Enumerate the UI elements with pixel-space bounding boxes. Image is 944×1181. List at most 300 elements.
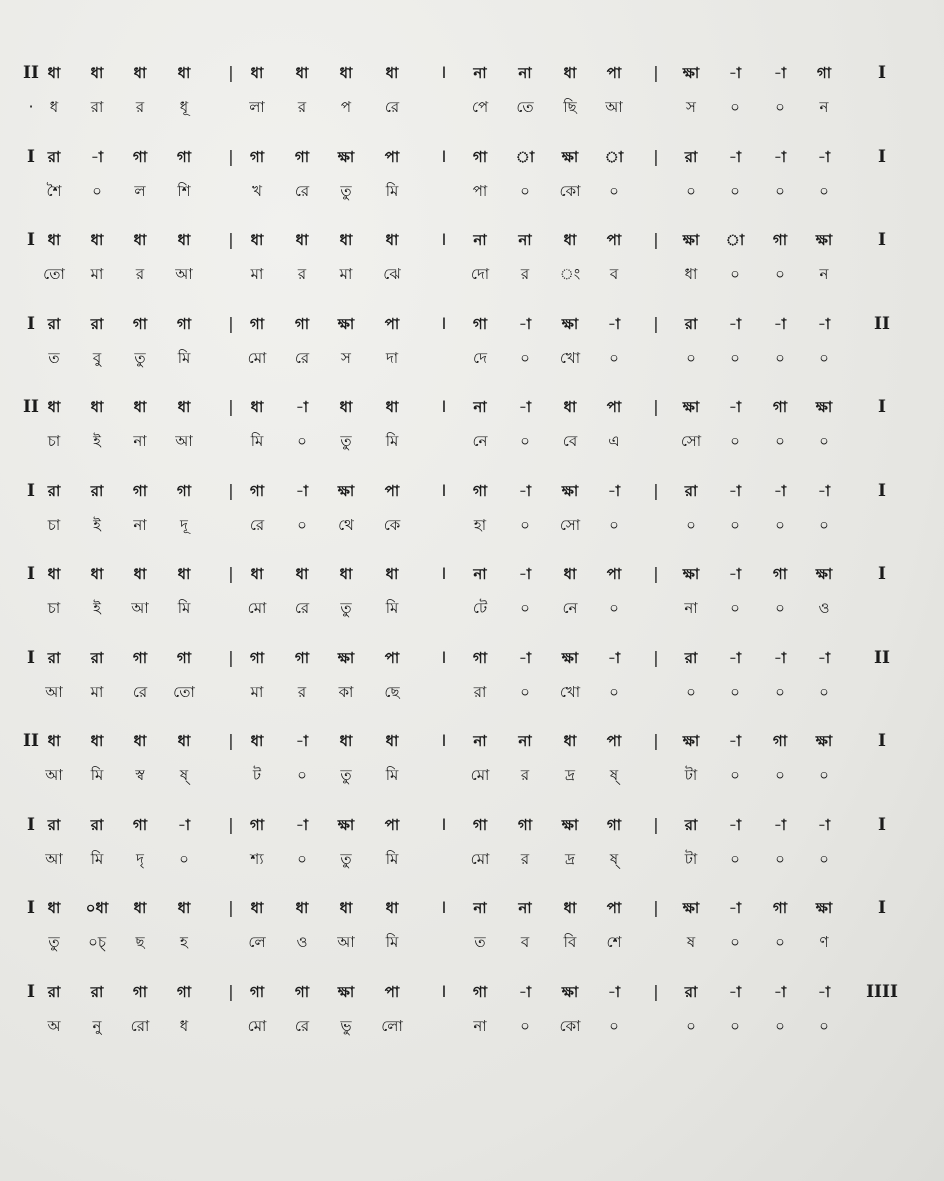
swar-note: ধা (47, 732, 61, 750)
swar-note: -া (518, 315, 532, 333)
swar-note: ধা (385, 231, 399, 249)
swar-note: -া (773, 148, 787, 166)
lyric-syllable: তু (340, 182, 352, 200)
swar-note: ধা (563, 732, 577, 750)
swar-note: ক্ষা (561, 649, 579, 667)
lyric-syllable: কা (338, 683, 354, 701)
lyric-syllable: ০ (730, 933, 740, 951)
swar-note: ধা (563, 398, 577, 416)
bar-divider: I (441, 648, 447, 667)
start-bar-marker: II (23, 731, 39, 751)
swar-note: ধা (295, 565, 309, 583)
swar-note: গা (472, 482, 488, 500)
swar-note: না (473, 398, 487, 416)
lyric-syllable: স (341, 349, 351, 367)
end-bar-marker: I (878, 147, 886, 167)
swar-note: গা (772, 732, 788, 750)
lyric-syllable: ০ (775, 349, 785, 367)
swar-note: ক্ষা (815, 899, 833, 917)
lyric-syllable: ০ (686, 182, 696, 200)
swar-row (0, 977, 944, 1007)
swar-note: রা (684, 482, 698, 500)
lyric-syllable: নু (92, 1017, 102, 1035)
swar-note: -া (728, 315, 742, 333)
lyric-syllable: ০ (819, 1017, 829, 1035)
swar-note: গা (472, 816, 488, 834)
start-bar-marker: II (23, 63, 39, 83)
lyric-syllable: ০ (775, 933, 785, 951)
bar-divider: | (653, 230, 659, 249)
end-bar-marker: I (878, 481, 886, 501)
swar-note: ধা (339, 398, 353, 416)
swar-note: রা (90, 816, 104, 834)
bar-divider: | (228, 147, 234, 166)
swar-note: ধা (133, 231, 147, 249)
swar-note: -া (295, 482, 309, 500)
lyric-syllable: দে (473, 349, 487, 367)
lyric-syllable: বে (562, 432, 578, 450)
swar-note: -া (817, 315, 831, 333)
lyric-syllable: র (297, 683, 307, 701)
swar-note: না (473, 64, 487, 82)
lyric-syllable: ০ (609, 349, 619, 367)
lyric-syllable: রা (473, 683, 487, 701)
swar-note: ধা (90, 565, 104, 583)
lyric-syllable: লা (249, 98, 265, 116)
swar-note: গা (249, 315, 265, 333)
lyric-syllable: ০ (819, 766, 829, 784)
swar-note: ধা (563, 899, 577, 917)
lyric-syllable: ই (93, 599, 101, 617)
lyric-syllable: র (297, 98, 307, 116)
swar-note: গা (176, 482, 192, 500)
swar-note: ধা (177, 64, 191, 82)
lyric-syllable: ০ (609, 683, 619, 701)
swar-note: গা (132, 983, 148, 1001)
swar-note: -া (773, 816, 787, 834)
lyric-syllable: ল (134, 182, 146, 200)
swar-note: -া (817, 983, 831, 1001)
notation-line (0, 225, 944, 309)
swar-note: পা (606, 398, 622, 416)
lyric-syllable: কো (559, 1017, 581, 1035)
lyric-syllable: আ (45, 850, 63, 868)
lyric-syllable: মো (247, 599, 267, 617)
swar-note: -া (773, 315, 787, 333)
bar-divider: I (441, 898, 447, 917)
swar-note: -া (518, 398, 532, 416)
bar-divider: I (441, 564, 447, 583)
swar-note: ধা (177, 398, 191, 416)
lyric-syllable: শে (606, 933, 622, 951)
swar-note: -া (728, 565, 742, 583)
swar-note: রা (684, 816, 698, 834)
lyric-syllable: দ্র (565, 850, 575, 868)
swar-row (0, 58, 944, 88)
swar-note: ০ধা (85, 899, 109, 917)
lyric-syllable: ব (520, 933, 530, 951)
swar-note: ধা (563, 231, 577, 249)
lyric-syllable: ই (93, 432, 101, 450)
lyric-syllable: আ (175, 265, 193, 283)
swar-note: ধা (295, 231, 309, 249)
lyric-syllable: ০ (819, 683, 829, 701)
lyric-syllable: চা (47, 432, 61, 450)
lyric-row (0, 176, 944, 206)
lyric-syllable: শ্য (250, 850, 264, 868)
swar-note: না (473, 732, 487, 750)
lyric-syllable: ০ (730, 182, 740, 200)
lyric-syllable: রে (384, 98, 400, 116)
lyric-row (0, 426, 944, 456)
lyric-row (0, 92, 944, 122)
swar-row (0, 142, 944, 172)
lyric-syllable: মি (385, 850, 399, 868)
lyric-syllable: নে (472, 432, 488, 450)
lyric-syllable: ০ (819, 182, 829, 200)
swar-note: ধা (177, 899, 191, 917)
lyric-syllable: ও (818, 599, 830, 617)
lyric-syllable: দৃ (136, 850, 144, 868)
swar-note: -া (728, 816, 742, 834)
lyric-syllable: ০ (520, 599, 530, 617)
swar-note: -া (295, 398, 309, 416)
swar-note: -া (728, 398, 742, 416)
lyric-syllable: ০ (775, 432, 785, 450)
swar-note: গা (249, 482, 265, 500)
lyric-row (0, 760, 944, 790)
lyric-syllable: রে (249, 516, 265, 534)
swar-note: -া (817, 482, 831, 500)
start-bar-marker: I (27, 815, 35, 835)
lyric-syllable: মি (177, 349, 191, 367)
lyric-syllable: ন (819, 265, 829, 283)
bar-divider: | (228, 481, 234, 500)
lyric-row (0, 343, 944, 373)
lyric-syllable: চা (47, 516, 61, 534)
lyric-syllable: তু (134, 349, 146, 367)
swar-note: ক্ষা (337, 148, 355, 166)
lyric-syllable: ০ (686, 1017, 696, 1035)
lyric-syllable: টা (684, 766, 698, 784)
swar-note: গা (249, 816, 265, 834)
lyric-syllable: ০ (609, 516, 619, 534)
bar-divider: | (228, 648, 234, 667)
swar-note: গা (132, 482, 148, 500)
start-bar-marker: I (27, 481, 35, 501)
swar-note: ধা (385, 64, 399, 82)
swar-note: ক্ষা (337, 482, 355, 500)
bar-divider: | (653, 397, 659, 416)
lyric-syllable: রে (294, 599, 310, 617)
lyric-syllable: র (520, 850, 530, 868)
swar-note: -া (518, 649, 532, 667)
swar-note: গা (132, 649, 148, 667)
swar-note: ধা (250, 732, 264, 750)
lyric-syllable: ষ (686, 933, 696, 951)
swar-note: -া (607, 649, 621, 667)
swar-row (0, 225, 944, 255)
bar-divider: | (653, 63, 659, 82)
swar-note: -া (728, 732, 742, 750)
lyric-syllable: ০ (297, 432, 307, 450)
bar-divider: | (653, 481, 659, 500)
swar-note: পা (384, 816, 400, 834)
swar-note: গা (132, 315, 148, 333)
lyric-syllable: থে (338, 516, 354, 534)
start-bar-marker: I (27, 982, 35, 1002)
end-bar-marker: I (878, 731, 886, 751)
lyric-syllable: ০ (730, 766, 740, 784)
lyric-syllable: আ (175, 432, 193, 450)
swar-note: -া (728, 983, 742, 1001)
lyric-syllable: মি (385, 599, 399, 617)
bar-divider: I (441, 147, 447, 166)
swar-note: গা (132, 816, 148, 834)
lyric-syllable: ০ (520, 1017, 530, 1035)
swar-note: ধা (339, 64, 353, 82)
lyric-syllable: স (686, 98, 696, 116)
bar-divider: I (441, 731, 447, 750)
notation-line (0, 309, 944, 393)
lyric-syllable: স্ব (135, 766, 145, 784)
bar-divider: | (228, 564, 234, 583)
swar-note: রা (47, 983, 61, 1001)
lyric-syllable: শি (177, 182, 191, 200)
swar-note: -া (817, 816, 831, 834)
swar-note: গা (132, 148, 148, 166)
swar-note: গা (294, 148, 310, 166)
lyric-syllable: হ (180, 933, 188, 951)
swar-note: ক্ষা (337, 816, 355, 834)
swar-note: ধা (47, 231, 61, 249)
swar-note: -া (773, 64, 787, 82)
lyric-syllable: মো (470, 766, 490, 784)
lyric-syllable: দো (470, 265, 490, 283)
lyric-syllable: মো (247, 1017, 267, 1035)
swar-note: পা (606, 231, 622, 249)
swar-note: ধা (339, 231, 353, 249)
lyric-syllable: তে (516, 98, 534, 116)
swar-note: পা (384, 983, 400, 1001)
lyric-syllable: নে (562, 599, 578, 617)
lyric-syllable: ০ (297, 766, 307, 784)
lyric-syllable: ০ (686, 683, 696, 701)
lyric-syllable: ধ (179, 1017, 189, 1035)
lyric-syllable: দা (385, 349, 399, 367)
lyric-syllable: ট (252, 766, 262, 784)
lyric-syllable: খ (252, 182, 262, 200)
notation-line (0, 142, 944, 226)
lyric-syllable: ০ (520, 349, 530, 367)
swar-note: গা (517, 816, 533, 834)
swar-note: -া (90, 148, 104, 166)
lyric-syllable: ০ (819, 850, 829, 868)
swar-note: না (473, 231, 487, 249)
bar-divider: | (228, 397, 234, 416)
lyric-syllable: মি (177, 599, 191, 617)
swar-note: ধা (177, 565, 191, 583)
lyric-row (0, 1011, 944, 1041)
lyric-syllable: না (133, 432, 147, 450)
swar-note: গা (472, 315, 488, 333)
lyric-syllable: রে (132, 683, 148, 701)
swar-note: ধা (90, 732, 104, 750)
lyric-syllable: মা (250, 683, 264, 701)
end-bar-marker: I (878, 63, 886, 83)
end-bar-marker: II (874, 314, 890, 334)
lyric-syllable: রে (294, 182, 310, 200)
swar-note: ক্ষা (815, 398, 833, 416)
lyric-syllable: ষ্ (609, 766, 619, 784)
end-bar-marker: I (878, 397, 886, 417)
swar-note: ধা (90, 231, 104, 249)
swar-note: ধা (295, 899, 309, 917)
swar-note: ধা (47, 398, 61, 416)
swar-row (0, 559, 944, 589)
swar-note: ধা (47, 64, 61, 82)
swar-note: ধা (90, 64, 104, 82)
lyric-syllable: ০ (520, 516, 530, 534)
lyric-syllable: ০ (730, 265, 740, 283)
lyric-syllable: ষ্ (609, 850, 619, 868)
swar-note: ক্ষা (682, 398, 700, 416)
swar-note: ক্ষা (682, 899, 700, 917)
swar-note: ক্ষা (561, 816, 579, 834)
lyric-row (0, 677, 944, 707)
lyric-syllable: টে (472, 599, 488, 617)
lyric-syllable: মি (90, 850, 104, 868)
swar-note: ধা (47, 565, 61, 583)
lyric-syllable: না (473, 1017, 487, 1035)
lyric-syllable: র (520, 766, 530, 784)
lyric-syllable: তু (340, 850, 352, 868)
lyric-syllable: ০চ্ (88, 933, 106, 951)
swar-note: ধা (385, 732, 399, 750)
lyric-syllable: মো (247, 349, 267, 367)
lyric-syllable: মা (90, 683, 104, 701)
swar-note: -া (177, 816, 191, 834)
swar-note: না (518, 231, 532, 249)
swar-row (0, 810, 944, 840)
lyric-syllable: ০ (609, 1017, 619, 1035)
swar-note: গা (606, 816, 622, 834)
end-bar-marker: I (878, 564, 886, 584)
swar-note: ধা (250, 64, 264, 82)
lyric-syllable: বি (563, 933, 577, 951)
lyric-syllable: ০ (609, 182, 619, 200)
swar-note: রা (90, 315, 104, 333)
lyric-syllable: রো (130, 1017, 150, 1035)
lyric-syllable: ষ্ (179, 766, 189, 784)
swar-row (0, 893, 944, 923)
swar-note: ক্ষা (337, 315, 355, 333)
swar-note: -া (607, 315, 621, 333)
swar-note: -া (518, 983, 532, 1001)
swar-note: না (518, 64, 532, 82)
lyric-syllable: র (135, 265, 145, 283)
start-bar-marker: I (27, 147, 35, 167)
bar-divider: | (228, 982, 234, 1001)
lyric-syllable: ০ (686, 516, 696, 534)
swar-row (0, 643, 944, 673)
swar-note: ধা (133, 64, 147, 82)
swar-note: ক্ষা (682, 565, 700, 583)
lyric-syllable: দূ (180, 516, 188, 534)
lyric-syllable: ০ (775, 850, 785, 868)
lyric-syllable: ধা (684, 265, 698, 283)
start-bar-marker: I (27, 230, 35, 250)
lyric-syllable: র (520, 265, 530, 283)
swar-note: -া (728, 482, 742, 500)
swar-note: -া (817, 649, 831, 667)
lyric-syllable: তো (43, 265, 65, 283)
lyric-syllable: ০ (775, 516, 785, 534)
lyric-syllable: ০ (775, 1017, 785, 1035)
lyric-syllable: তু (340, 599, 352, 617)
lyric-syllable: মি (385, 432, 399, 450)
bar-divider: | (228, 230, 234, 249)
lyric-syllable: রা (90, 98, 104, 116)
swar-note: -া (728, 64, 742, 82)
lyric-syllable: ০ (819, 516, 829, 534)
swar-note: পা (384, 482, 400, 500)
swar-note: -া (728, 899, 742, 917)
swar-note: ধা (385, 565, 399, 583)
lyric-syllable: আ (337, 933, 355, 951)
lyric-syllable: তু (48, 933, 60, 951)
bar-divider: I (441, 314, 447, 333)
swar-note: গা (176, 148, 192, 166)
lyric-syllable: ধূ (179, 98, 189, 116)
lyric-syllable: মা (339, 265, 353, 283)
lyric-syllable: ভু (340, 1017, 352, 1035)
lyric-syllable: ণ (819, 933, 829, 951)
end-bar-marker: I (878, 230, 886, 250)
lyric-start-mark: · (28, 97, 34, 116)
swar-note: ধা (90, 398, 104, 416)
swar-note: রা (47, 148, 61, 166)
end-bar-marker: II (874, 648, 890, 668)
lyric-syllable: অ (47, 1017, 61, 1035)
lyric-syllable: সো (680, 432, 702, 450)
swar-note: গা (249, 983, 265, 1001)
lyric-syllable: ০ (730, 850, 740, 868)
lyric-syllable: খো (559, 683, 581, 701)
lyric-syllable: চা (47, 599, 61, 617)
swar-row (0, 392, 944, 422)
end-bar-marker: I (878, 815, 886, 835)
swar-note: ধা (295, 64, 309, 82)
lyric-syllable: এ (608, 432, 620, 450)
notation-line (0, 559, 944, 643)
swar-note: গা (472, 983, 488, 1001)
lyric-syllable: ০ (775, 265, 785, 283)
lyric-syllable: ০ (520, 432, 530, 450)
swar-note: রা (684, 148, 698, 166)
swar-note: ক্ষা (815, 565, 833, 583)
swar-note: গা (176, 315, 192, 333)
lyric-row (0, 259, 944, 289)
swar-note: ধা (339, 732, 353, 750)
bar-divider: | (653, 982, 659, 1001)
lyric-syllable: ০ (775, 98, 785, 116)
swar-note: -া (728, 649, 742, 667)
bar-divider: | (653, 898, 659, 917)
swar-note: ধা (563, 64, 577, 82)
lyric-syllable: ০ (730, 516, 740, 534)
swar-note: পা (606, 565, 622, 583)
